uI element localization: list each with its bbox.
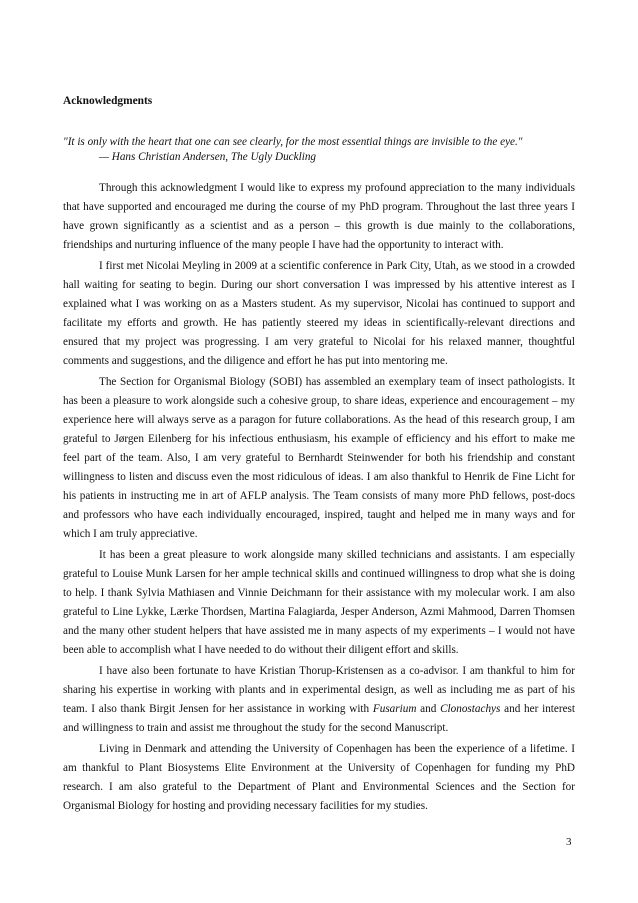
page-number: 3 [566,836,572,848]
paragraph-5-text-1: I have also been fortunate to have Kristian Thorup-Kristensen as a co-advisor. I am thankful to him for sharing his expertise in working with plants and in experimental design, as well as including me as part of his team. I also thank Birgit Jensen for her assistance in working with [63,665,575,715]
paragraph-4: It has been a great pleasure to work alongside many skilled technicians and assistants. I am especially grateful to Louise Munk Larsen for her ample technical skills and continued willingness to drop what she is doing to help. I thank Sylvia Mathiasen and Vinnie Deichmann for their assistance with my molecular work. I am also grateful to Line Lykke, Lærke Thordsen, Martina Falagiarda, Jesper Anderson, Azmi Mahmood, Darren Thomsen and the many other student helpers that have assisted me in many aspects of my experiments – I would not have been able to accomplish what I have needed to do without their diligent effort and skills. [63,549,575,656]
paragraph-5 [63,662,575,738]
epigraph-quote: "It is only with the heart that one can see clearly, for the most essential things are invisible to the eye." [63,136,523,148]
paragraph-6: Living in Denmark and attending the University of Copenhagen has been the experience of a lifetime. I am thankful to Plant Biosystems Elite Environment at the University of Copenhagen for funding my PhD research. I am also grateful to the Department of Plant and Environmental Sciences and the Section for Organismal Biology for hosting and providing necessary facilities for my studies. [63,743,575,812]
paragraph-1: Through this acknowledgment I would like to express my profound appreciation to the many individuals that have supported and encouraged me during the course of my PhD program. Throughout the last three years I have grown significantly as a scientist and as a person – this growth is due mainly to the collaborations, friendships and nurturing influence of the many people I have had the opportunity to interact with. [63,182,575,251]
epigraph-attribution: — Hans Christian Andersen, The Ugly Duckling [99,151,317,163]
page-title: Acknowledgments [63,95,153,107]
document-page [63,93,575,818]
paragraph-5-text-2: and [416,703,441,715]
paragraph-3: The Section for Organismal Biology (SOBI) has assembled an exemplary team of insect pathologists. It has been a pleasure to work alongside such a cohesive group, to share ideas, experience and encouragement – my experience here will always serve as a paragon for future collaborations. As the head of this research group, I am grateful to Jørgen Eilenberg for his infectious enthusiasm, his example of efficiency and his effort to make me feel part of the team. Also, I am very grateful to Bernhardt Steinwender for both his friendship and constant willingness to listen and discuss even the most ridiculous of ideas. I am also thankful to Henrik de Fine Licht for his patients in instructing me in art of AFLP analysis. The Team consists of many more PhD fellows, post-docs and professors who have each individually encouraged, inspired, taught and helped me in many ways and for which I am truly appreciative. [63,376,575,540]
paragraph-5-italic-clonostachys: Clonostachys [440,703,501,715]
paragraph-2: I first met Nicolai Meyling in 2009 at a scientific conference in Park City, Utah, as we stood in a crowded hall waiting for seating to begin. During our short conversation I was impressed by his attentive interest as I explained what I was working on as a Masters student. As my supervisor, Nicolai has continued to support and facilitate my efforts and growth. He has patiently steered my ideas in scientifically-relevant directions and ensured that my project was progressing. I am very grateful to Nicolai for his relaxed manner, thoughtful comments and suggestions, and the diligence and effort he has put into mentoring me. [63,260,575,367]
paragraph-5-text-3: and her interest and willingness to train and assist me throughout the study for the second Manuscript. [63,703,576,734]
paragraph-5-italic-fusarium: Fusarium [372,703,417,715]
